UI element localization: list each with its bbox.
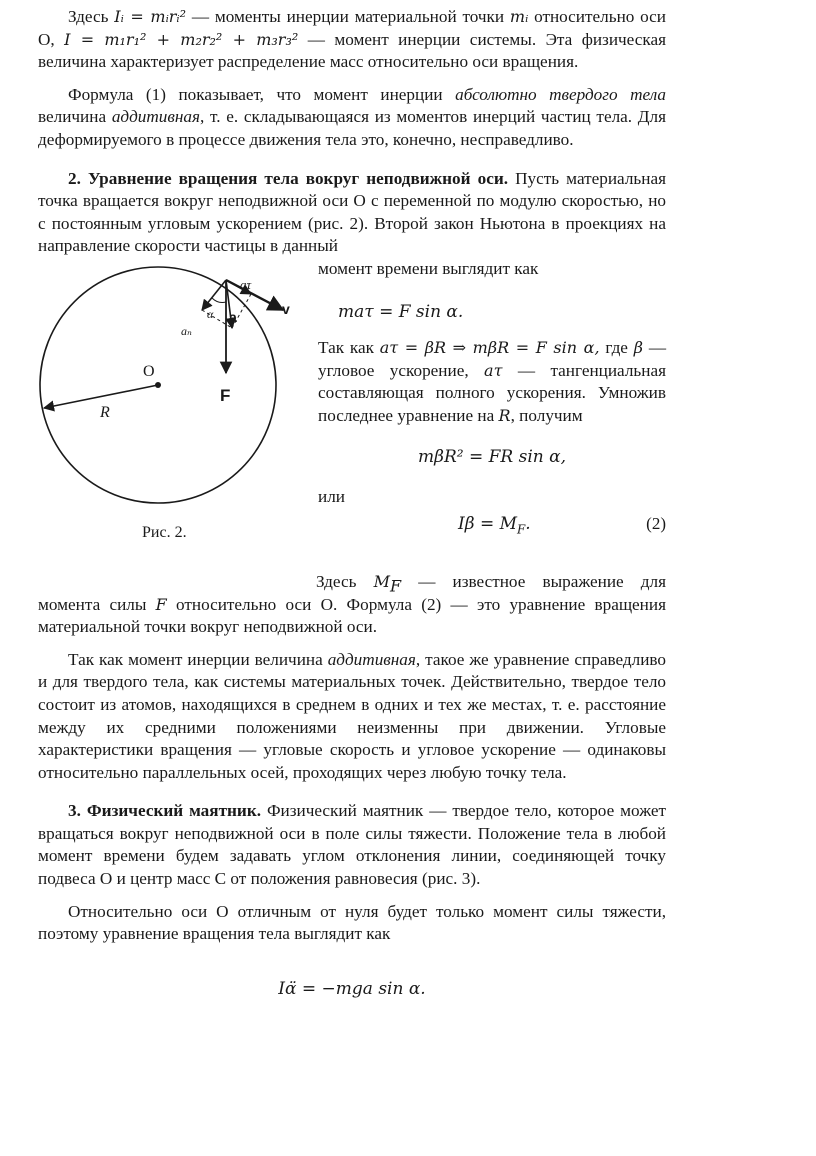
text: , т. е. складывающаяся из моментов инерций частиц тела. Для деформируемого в процессе движения тела это, конечно, несправедливо. [38,107,666,149]
text: , получим [510,405,583,425]
normal-accel-arrow [202,280,226,310]
label-a: a [229,308,237,325]
equation-pendulum: Iα̈ = −mga sin α. [278,978,426,999]
label-F: F [220,385,231,405]
label-alpha: α [207,306,214,321]
label-a-n: aₙ [181,323,192,338]
text: — момент инерции системы. Эта физическая величина характеризует распределение масс относительно оси вращения. [38,29,666,72]
text: величина [38,107,112,127]
math-inline: aτ [484,360,503,380]
text: Формула (1) показывает, что момент инерции [68,84,456,104]
angle-arc [212,298,226,303]
section-heading: 2. Уравнение вращения тела вокруг неподвижной оси. [68,168,509,188]
text: Так как [318,338,380,358]
text: — моменты инерции материальной точки [186,7,510,26]
text: Так как момент инерции величина [68,649,328,669]
equation-number: (2) [646,513,666,533]
label-R: R [100,403,110,421]
math-sub: F [389,576,402,596]
rotation-diagram [36,258,298,548]
text: Физический маятник — твердое тело, которое может вращаться вокруг неподвижной оси в поле силы тяжести. Положение тела в любой момент времени будем задавать углом отклонения линии, соединяющей точку подвеса O и центр масс C от положения равновесия (рис. 3). [38,801,666,889]
page-content [38,0,666,1000]
paragraph-gravity-moment: Относительно оси O отличным от нуля будет только момент силы тяжести, поэтому уравнение вращения тела выглядит как [38,901,666,944]
label-a-tau: aτ [240,276,252,292]
label-O: O [143,362,155,380]
text: относительно оси O. Формула (2) — это уравнение вращения материальной точки вокруг неподвижной оси. [38,594,666,637]
text: — известное выражение для момента силы [38,571,666,614]
equation-2: mβR² = FR sin α, [418,446,567,467]
text: , такое же уравнение справедливо и для твердого тела, как системы материальных точек. Действительно, твердое тело состоит из атомов, находящихся в среднем в одних и тех же местах, т. е. расстояние между их средними положениями неизменны при движении. Угловые характеристики вращения — угловые скорость и угловое ускорение — одинаковы относительно параллельных осей, проходящих через любую точку тела. [38,649,666,782]
paragraph-moment-force [38,571,666,639]
italic-term: аддитивная [327,649,416,669]
text: Пусть материальная точка вращается вокруг неподвижной оси O с переменной по модулю скоростью, но с постоянным угловым ускорением (рис. 2). Второй закон Ньютона в проекциях на направление скорости частицы в данный [38,168,666,256]
text: где [599,338,634,358]
eq3-sub: F [517,522,526,537]
figure-caption: Рис. 2. [142,523,187,541]
italic-term: аддитивная [111,107,200,127]
section-2-continuation: момент времени выглядит как [318,258,539,278]
paragraph-moments [38,6,666,74]
equation-1: maτ = F sin α. [338,301,464,322]
eq3-dot: . [525,513,531,534]
italic-term: абсолютно твердого тела [455,84,666,104]
section-2-intro [38,168,666,258]
label-v: v [282,300,290,317]
math-inline: aτ = βR ⇒ mβR = F sin α, [379,338,600,358]
math-inline: R [498,405,511,425]
word-or: или [318,487,345,507]
text: относительно оси O, [38,7,667,49]
text: — угловое ускорение, [318,338,667,380]
text: Здесь [68,7,115,26]
paragraph-rigid-body [38,649,666,785]
math-inline: I = m₁r₁² + m₂r₂² + m₃r₃² [64,29,299,49]
math-inline: M [373,571,390,591]
equation-3 [38,513,666,536]
eq3-main: Iβ = M [458,513,518,534]
section-heading: 3. Физический маятник. [68,801,262,821]
math-inline: β [633,338,644,358]
math-inline: mᵢ [509,7,529,26]
text: Здесь [316,571,374,591]
math-inline: F [155,594,167,614]
paragraph-additivity [38,84,666,152]
text: — тангенциальная составляющая полного ускорения. Умножив последнее уравнение на [318,360,666,425]
section-3-intro [38,800,666,890]
math-inline: Iᵢ = mᵢrᵢ² [114,7,187,26]
